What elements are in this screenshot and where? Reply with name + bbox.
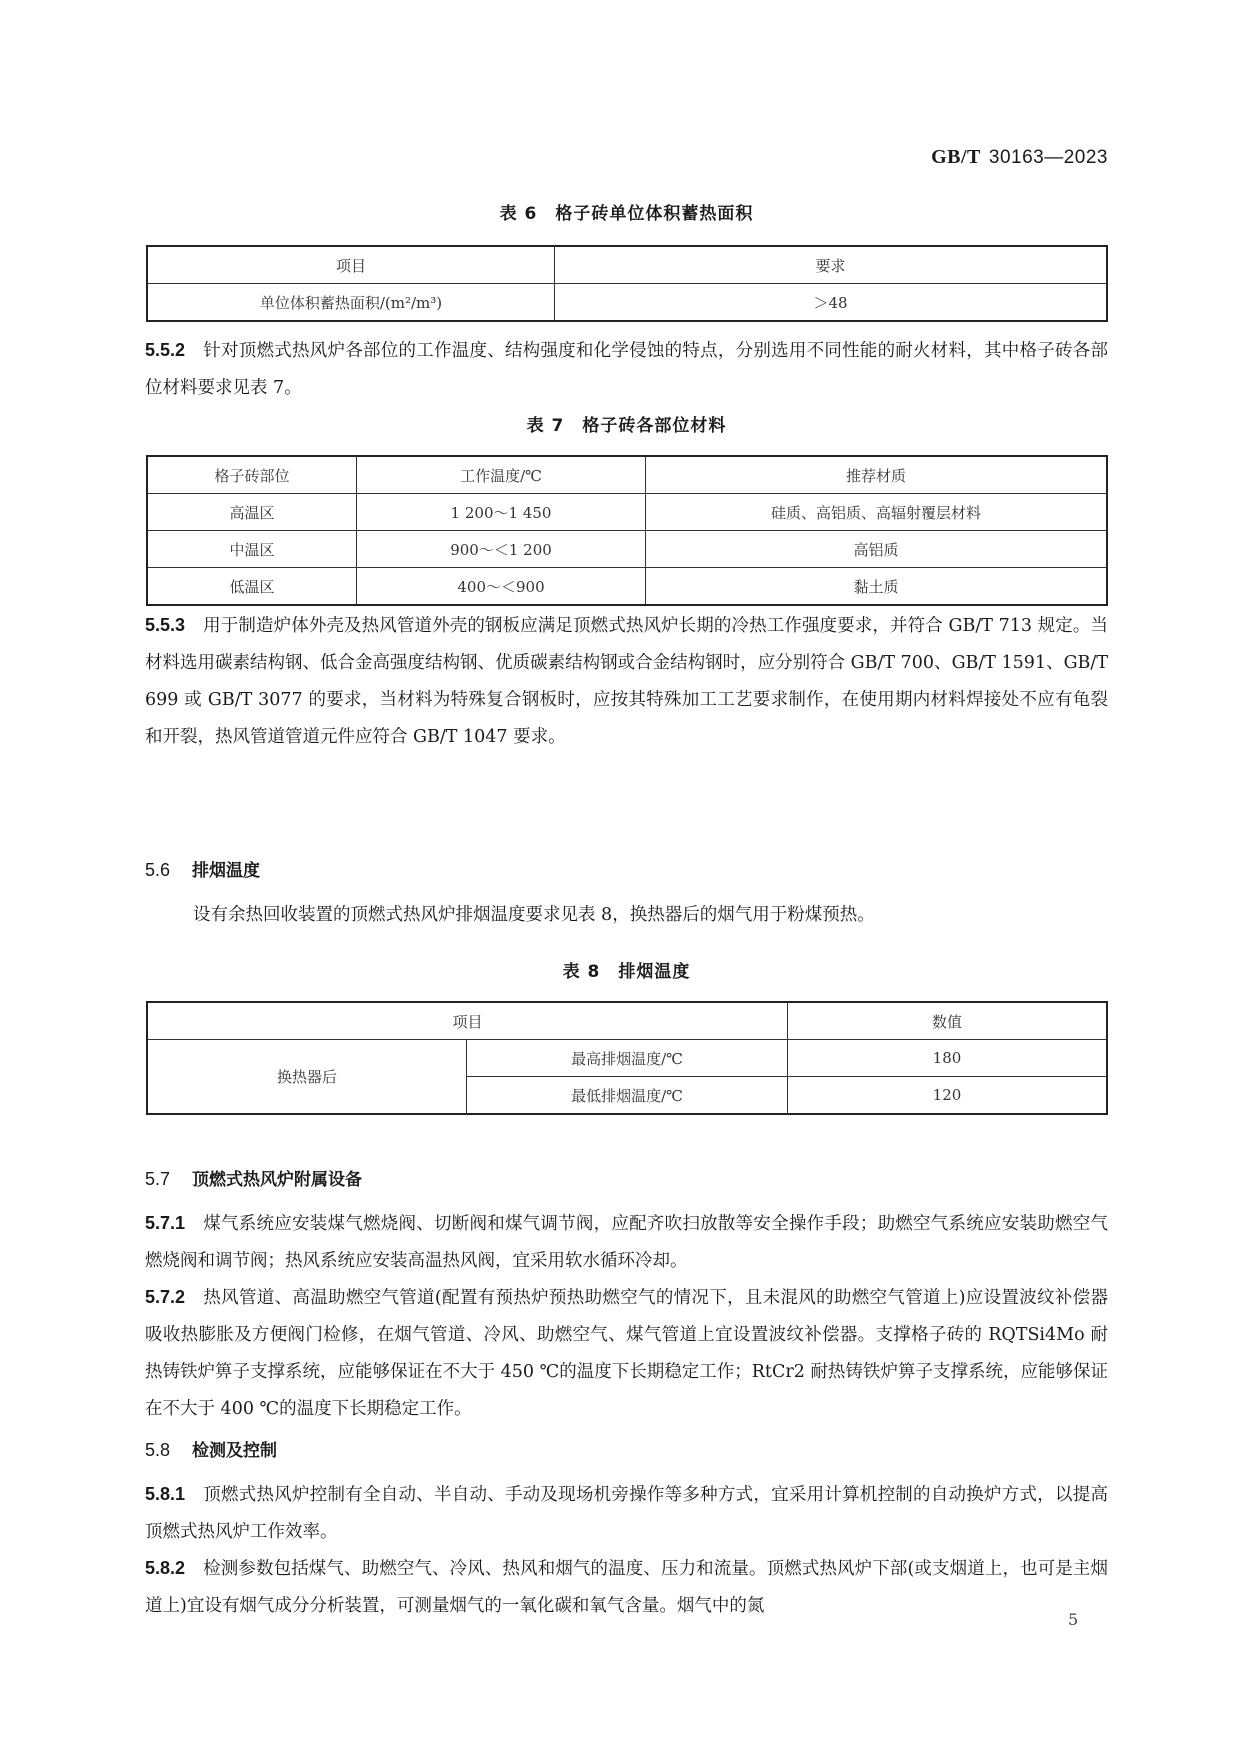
paragraph-text: 热风管道、高温助燃空气管道(配置有预热炉预热助燃空气的情况下，且未混风的助燃空气管道上)应设置波纹补偿器吸收热膨胀及方便阀门检修，在烟气管道、冷风、助燃空气、煤气管道上宜设置波纹补偿器。支撑格子砖的 RQTSi4Mo 耐热铸铁炉箅子支撑系统，应能够保证在不大于 450 ℃的温度下长期稳定工作；RtCr2 耐热铸铁炉箅子支撑系统，应能够保证在不大于 400 ℃的温度下长期稳定工作。: [145, 1288, 1108, 1419]
table-header-cell: 项目: [147, 1002, 788, 1040]
section-title: 检测及控制: [192, 1441, 278, 1461]
table8-number: 表 8: [562, 962, 601, 982]
paragraph-text: 检测参数包括煤气、助燃空气、冷风、热风和烟气的温度、压力和流量。顶燃式热风炉下部(或支烟道上，也可是主烟道上)宜设有烟气成分分析装置，可测量烟气的一氧化碳和氧气含量。烟气中的氮: [145, 1559, 1108, 1616]
paragraph-text: 用于制造炉体外壳及热风管道外壳的钢板应满足顶燃式热风炉长期的冷热工作强度要求，并符合 GB/T 713 规定。当材料选用碳素结构钢、低合金高强度结构钢、优质碳素结构钢或合金结构钢时，应分别符合 GB/T 700、GB/T 1591、GB/T 699 或 GB/T 3077 的要求，当材料为特殊复合钢板时，应按其特殊加工工艺要求制作，在使用期内材料焊接处不应有龟裂和开裂，热风管道管道元件应符合 GB/T 1047 要求。: [145, 616, 1108, 747]
standard-number: 30163—2023: [988, 147, 1108, 168]
section-5-6-heading: [145, 856, 260, 881]
table-header-cell: 推荐材质: [646, 456, 1108, 494]
section-number: 5.6: [145, 860, 171, 880]
table7-title: 格子砖各部位材料: [582, 416, 727, 436]
table-cell: 900～＜1 200: [357, 531, 646, 568]
section-number: 5.7: [145, 1169, 171, 1189]
table8-title: 排烟温度: [618, 962, 691, 982]
table-cell: 硅质、高铝质、高辐射覆层材料: [646, 494, 1108, 531]
section-number: 5.8: [145, 1440, 171, 1460]
paragraph-text: 煤气系统应安装煤气燃烧阀、切断阀和煤气调节阀，应配齐吹扫放散等安全操作手段；助燃空气系统应安装助燃空气燃烧阀和调节阀；热风系统应安装高温热风阀，宜采用软水循环冷却。: [145, 1214, 1108, 1271]
table-header-cell: 项目: [147, 246, 555, 284]
paragraph-5-5-3: [145, 607, 1108, 756]
table-cell: 低温区: [147, 568, 357, 606]
table-cell: 黏土质: [646, 568, 1108, 606]
section-title: 顶燃式热风炉附属设备: [192, 1170, 363, 1190]
paragraph-text: 顶燃式热风炉控制有全自动、半自动、手动及现场机旁操作等多种方式，宜采用计算机控制的自动换炉方式，以提高顶燃式热风炉工作效率。: [145, 1485, 1108, 1542]
table-row: [147, 531, 1107, 568]
table-cell: 最低排烟温度/℃: [467, 1077, 788, 1115]
table7: [146, 455, 1108, 606]
paragraph-5-7-1: [145, 1205, 1108, 1280]
table-cell: 120: [788, 1077, 1108, 1115]
table-cell: 最高排烟温度/℃: [467, 1040, 788, 1077]
table-cell: 单位体积蓄热面积/(m²/m³): [147, 284, 555, 322]
clause-number: 5.8.2: [145, 1558, 186, 1578]
table-row: [147, 494, 1107, 531]
table-header-row: [147, 1002, 1107, 1040]
paragraph-text: 设有余热回收装置的顶燃式热风炉排烟温度要求见表 8，换热器后的烟气用于粉煤预热。: [193, 905, 875, 925]
section-5-8-heading: [145, 1436, 277, 1461]
table-header-cell: 格子砖部位: [147, 456, 357, 494]
table6-number: 表 6: [499, 204, 538, 224]
page-number: 5: [1068, 1610, 1079, 1629]
table-group-cell: 换热器后: [147, 1040, 467, 1115]
section-5-7-heading: [145, 1165, 362, 1190]
standard-prefix: GB/T: [931, 146, 981, 168]
table8-caption: [145, 957, 1108, 982]
table-header-row: [147, 456, 1107, 494]
table-cell: 180: [788, 1040, 1108, 1077]
paragraph-5-5-2: [145, 332, 1108, 407]
section-title: 排烟温度: [192, 861, 261, 881]
clause-number: 5.5.3: [145, 615, 186, 635]
table-row: [147, 1040, 1107, 1077]
clause-number: 5.7.1: [145, 1213, 186, 1233]
table6: [146, 245, 1108, 322]
table6-title: 格子砖单位体积蓄热面积: [555, 204, 754, 224]
clause-number: 5.5.2: [145, 340, 186, 360]
table-header-cell: 要求: [555, 246, 1108, 284]
clause-number: 5.8.1: [145, 1484, 186, 1504]
clause-number: 5.7.2: [145, 1287, 186, 1307]
table-header-cell: 数值: [788, 1002, 1108, 1040]
table-row: [147, 284, 1107, 322]
table-cell: 高温区: [147, 494, 357, 531]
table-header-row: [147, 246, 1107, 284]
table-cell: 高铝质: [646, 531, 1108, 568]
table6-caption: [145, 199, 1108, 224]
table-row: [147, 568, 1107, 606]
paragraph-5-7-2: [145, 1279, 1108, 1428]
standard-code: [931, 146, 1108, 169]
table8: [146, 1001, 1108, 1115]
table7-number: 表 7: [526, 416, 565, 436]
table-cell: 中温区: [147, 531, 357, 568]
table-cell: 400～＜900: [357, 568, 646, 606]
table7-caption: [145, 411, 1108, 436]
paragraph-5-8-1: [145, 1476, 1108, 1551]
table-cell: ＞48: [555, 284, 1108, 322]
paragraph-5-6: [145, 897, 1108, 934]
paragraph-5-8-2: [145, 1550, 1108, 1625]
table-cell: 1 200～1 450: [357, 494, 646, 531]
table-header-cell: 工作温度/℃: [357, 456, 646, 494]
paragraph-text: 针对顶燃式热风炉各部位的工作温度、结构强度和化学侵蚀的特点，分别选用不同性能的耐火材料，其中格子砖各部位材料要求见表 7。: [145, 341, 1108, 398]
